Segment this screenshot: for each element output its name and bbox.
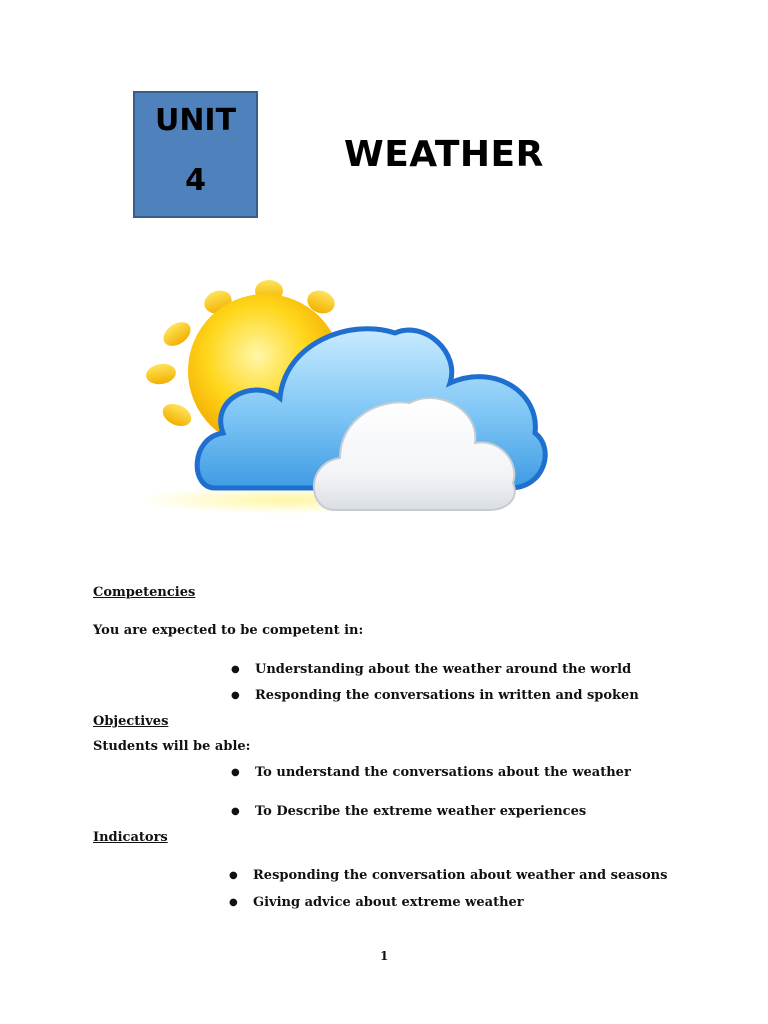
- competencies-heading: Competencies: [93, 585, 196, 600]
- bullet-icon: ●: [229, 897, 238, 908]
- objectives-intro: Students will be able:: [93, 739, 251, 754]
- bullet-icon: ●: [231, 690, 240, 701]
- objectives-heading: Objectives: [93, 714, 169, 729]
- list-item: ● To Describe the extreme weather experiences: [231, 804, 587, 819]
- bullet-icon: ●: [231, 767, 240, 778]
- list-item: ● To understand the conversations about the weather: [231, 765, 631, 780]
- page-number: 1: [380, 949, 389, 963]
- unit-label: UNIT: [154, 103, 237, 138]
- indicators-heading: Indicators: [93, 830, 168, 845]
- competencies-intro: You are expected to be competent in:: [93, 623, 364, 638]
- bullet-icon: ●: [229, 870, 238, 881]
- list-item: ● Understanding about the weather around the world: [231, 662, 632, 677]
- weather-sun-cloud-image: [95, 238, 609, 560]
- unit-number: 4: [185, 163, 206, 198]
- list-item: ● Responding the conversations in written and spoken: [231, 688, 639, 703]
- page-title: WEATHER: [344, 134, 544, 175]
- bullet-icon: ●: [231, 664, 240, 675]
- unit-box: [133, 91, 258, 218]
- list-item: ● Responding the conversation about weather and seasons: [229, 868, 668, 883]
- list-item: ● Giving advice about extreme weather: [229, 895, 524, 910]
- bullet-icon: ●: [231, 806, 240, 817]
